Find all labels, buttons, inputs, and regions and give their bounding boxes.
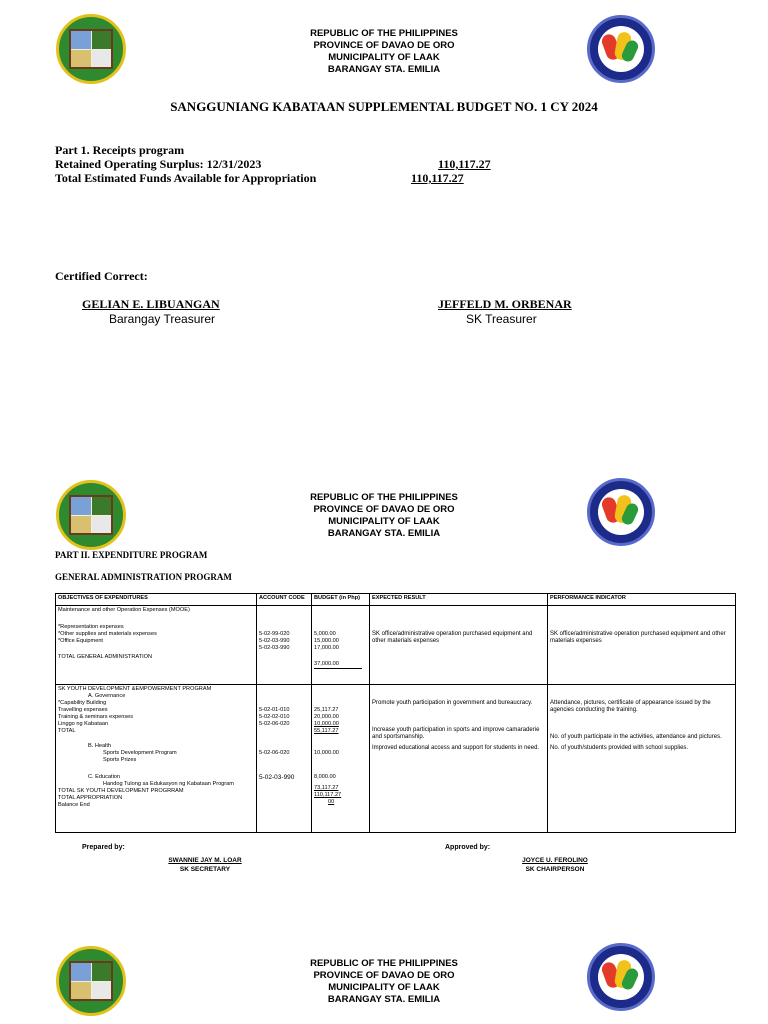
table-row-sk (56, 685, 736, 833)
list-item: *Other supplies and materials expenses (58, 631, 157, 637)
signatory-sk-treasurer (438, 297, 638, 326)
sk-performance-indicator (548, 685, 736, 833)
budget-amount: 55,117.27 (314, 728, 339, 734)
barangay-seal-icon (56, 14, 126, 84)
signatory-title: SK Treasurer (466, 312, 537, 326)
table-row-mooe (56, 606, 736, 685)
list-item: *Office Equipment (58, 638, 103, 644)
surplus-label: Retained Operating Surplus: 12/31/2023 (55, 157, 262, 171)
account-code: 5-02-02-010 (259, 714, 290, 720)
balance-label: Balance End (58, 802, 90, 808)
page1-header (250, 28, 518, 76)
total-funds-label: Total Estimated Funds Available for Appropriation (55, 171, 317, 185)
column-header: ACCOUNT CODE (257, 594, 312, 606)
mooe-objectives (56, 606, 257, 685)
expected-result-text: Promote youth participation in government and bureaucracy. (372, 700, 533, 706)
signatory-barangay-treasurer (82, 297, 282, 326)
account-code: 5-02-99-020 (259, 631, 290, 637)
signatory-name: SWANNIE JAY M. LOAR (168, 857, 242, 864)
column-header: OBJECTIVES OF EXPENDITURES (56, 594, 257, 606)
performance-indicator-text: SK office/administrative operation purchased equipment and other materials expenses (550, 631, 726, 644)
column-header: PERFORMANCE INDICATOR (548, 594, 736, 606)
header-republic: REPUBLIC OF THE PHILIPPINES (310, 492, 458, 503)
account-code: 5-02-03-990 (259, 638, 290, 644)
account-code: 5-02-01-010 (259, 707, 290, 713)
total-funds-value: 110,117.27 (411, 171, 464, 185)
list-item: Travelling expenses (58, 707, 108, 713)
signatory-title: Barangay Treasurer (109, 312, 216, 326)
sk-objectives (56, 685, 257, 833)
signatory-name: JEFFELD M. ORBENAR (438, 297, 572, 311)
total-appropriation-label: TOTAL APPROPRIATION (58, 795, 123, 801)
prepared-signatory (150, 856, 260, 874)
sk-logo-icon (587, 943, 655, 1011)
sk-expected-result (370, 685, 548, 833)
account-code: 5-02-06-020 (259, 721, 290, 727)
page2-header (250, 492, 518, 540)
list-item: Sports Prizes (103, 757, 137, 763)
budget-amount: 10,000.00 (314, 750, 339, 756)
mooe-total-value: 37,000.00 (314, 661, 362, 669)
list-item: Training & seminars expenses (58, 714, 134, 720)
total-sk-label: TOTAL SK YOUTH DEVELOPMENT PROGRRAM (58, 788, 184, 794)
mooe-performance-indicator (548, 606, 736, 685)
sk-codes (257, 685, 312, 833)
budget-amount: 25,117.27 (314, 707, 339, 713)
performance-indicator-text: Attendance, pictures, certificate of appearance issued by the agencies conducting the training. (550, 700, 711, 713)
header-barangay: BARANGAY STA. EMILIA (327, 994, 441, 1005)
balance-value: 00 (328, 799, 335, 805)
surplus-value: 110,117.27 (438, 157, 491, 171)
column-header: BUDGET (in Php) (312, 594, 370, 606)
total-sk-value: 73,117.27 (314, 785, 339, 791)
header-republic: REPUBLIC OF THE PHILIPPINES (310, 958, 458, 969)
mooe-expected-result (370, 606, 548, 685)
sk-heading: SK YOUTH DEVELOPMENT &EMPOWERMENT PROGRAM (58, 686, 212, 692)
budget-amount: 5,000.00 (314, 631, 336, 637)
mooe-codes (257, 606, 312, 685)
mooe-heading: Maintenance and other Operation Expenses (MOOE) (58, 607, 190, 613)
sk-logo-icon (587, 478, 655, 546)
approved-signatory (500, 856, 610, 874)
performance-indicator-text: No. of youth/students provided with school supplies. (550, 745, 689, 751)
signatory-title: SK CHAIRPERSON (525, 866, 585, 873)
part2-label: PART II. EXPENDITURE PROGRAM (55, 550, 208, 560)
header-municipality: MUNICIPALITY OF LAAK (328, 982, 440, 993)
budget-title: SANGGUNIANG KABATAAN SUPPLEMENTAL BUDGET NO. 1 CY 2024 (170, 99, 598, 114)
table-header-row (56, 594, 736, 606)
header-province: PROVINCE OF DAVAO DE ORO (313, 40, 455, 51)
header-province: PROVINCE OF DAVAO DE ORO (313, 970, 455, 981)
performance-indicator-text: No. of youth participate in the activities, attendance and pictures. (550, 734, 722, 740)
budget-amount: 8,000.00 (314, 774, 336, 780)
section-label: C. Education (88, 774, 121, 780)
expenditure-table (55, 593, 736, 833)
header-municipality: MUNICIPALITY OF LAAK (328, 516, 440, 527)
total-appropriation-value: 110,117.27 (314, 792, 342, 798)
approved-by-label: Approved by: (445, 844, 491, 851)
column-header: EXPECTED RESULT (370, 594, 548, 606)
account-code: 5-02-03-990 (259, 645, 290, 651)
mooe-total-label: TOTAL GENERAL ADMINISTRATION (58, 654, 153, 660)
section-label: B. Health (88, 743, 112, 749)
account-code: 5-02-03-990 (259, 774, 295, 781)
header-barangay: BARANGAY STA. EMILIA (327, 528, 441, 539)
page3-header (250, 958, 518, 1006)
signatory-name: JOYCE U. FEROLINO (522, 857, 588, 864)
list-item: *Representation expenses (58, 624, 124, 630)
header-barangay: BARANGAY STA. EMILIA (327, 64, 441, 75)
expected-result-text: Improved educational access and support for students in need. (372, 745, 540, 751)
prepared-by-label: Prepared by: (82, 844, 125, 851)
account-code: 5-02-06-020 (259, 750, 290, 756)
sk-logo-icon (587, 15, 655, 83)
budget-amount: 10,000.00 (314, 721, 339, 727)
certified-correct: Certified Correct: (55, 269, 148, 283)
signatory-title: SK SECRETARY (179, 866, 231, 873)
header-municipality: MUNICIPALITY OF LAAK (328, 52, 440, 63)
budget-amount: 15,000.00 (314, 638, 339, 644)
list-item: TOTAL (58, 728, 76, 734)
header-province: PROVINCE OF DAVAO DE ORO (313, 504, 455, 515)
part1-label: Part 1. Receipts program (55, 143, 185, 157)
list-item: Linggo ng Kabataan (58, 721, 109, 727)
sk-amounts (312, 685, 370, 833)
signatory-name: GELIAN E. LIBUANGAN (82, 297, 220, 311)
gap-label: GENERAL ADMINISTRATION PROGRAM (55, 572, 232, 582)
list-item: *Capability Building (58, 700, 107, 706)
header-republic: REPUBLIC OF THE PHILIPPINES (310, 28, 458, 39)
budget-amount: 20,000.00 (314, 714, 339, 720)
receipts-program (55, 143, 316, 185)
barangay-seal-icon (56, 480, 126, 550)
mooe-amounts (312, 606, 370, 685)
section-label: A. Governance (88, 693, 126, 699)
list-item: Sports Development Program (103, 750, 177, 756)
list-item: Handog Tulong sa Edukasyon ng Kabataan Program (103, 781, 234, 787)
budget-amount: 17,000.00 (314, 645, 339, 651)
expected-result-text: Increase youth participation in sports and improve camaraderie and sportsmanship. (372, 727, 540, 740)
expected-result-text: SK office/administrative operation purchased equipment and other materials expenses (372, 631, 533, 644)
barangay-seal-icon (56, 946, 126, 1016)
